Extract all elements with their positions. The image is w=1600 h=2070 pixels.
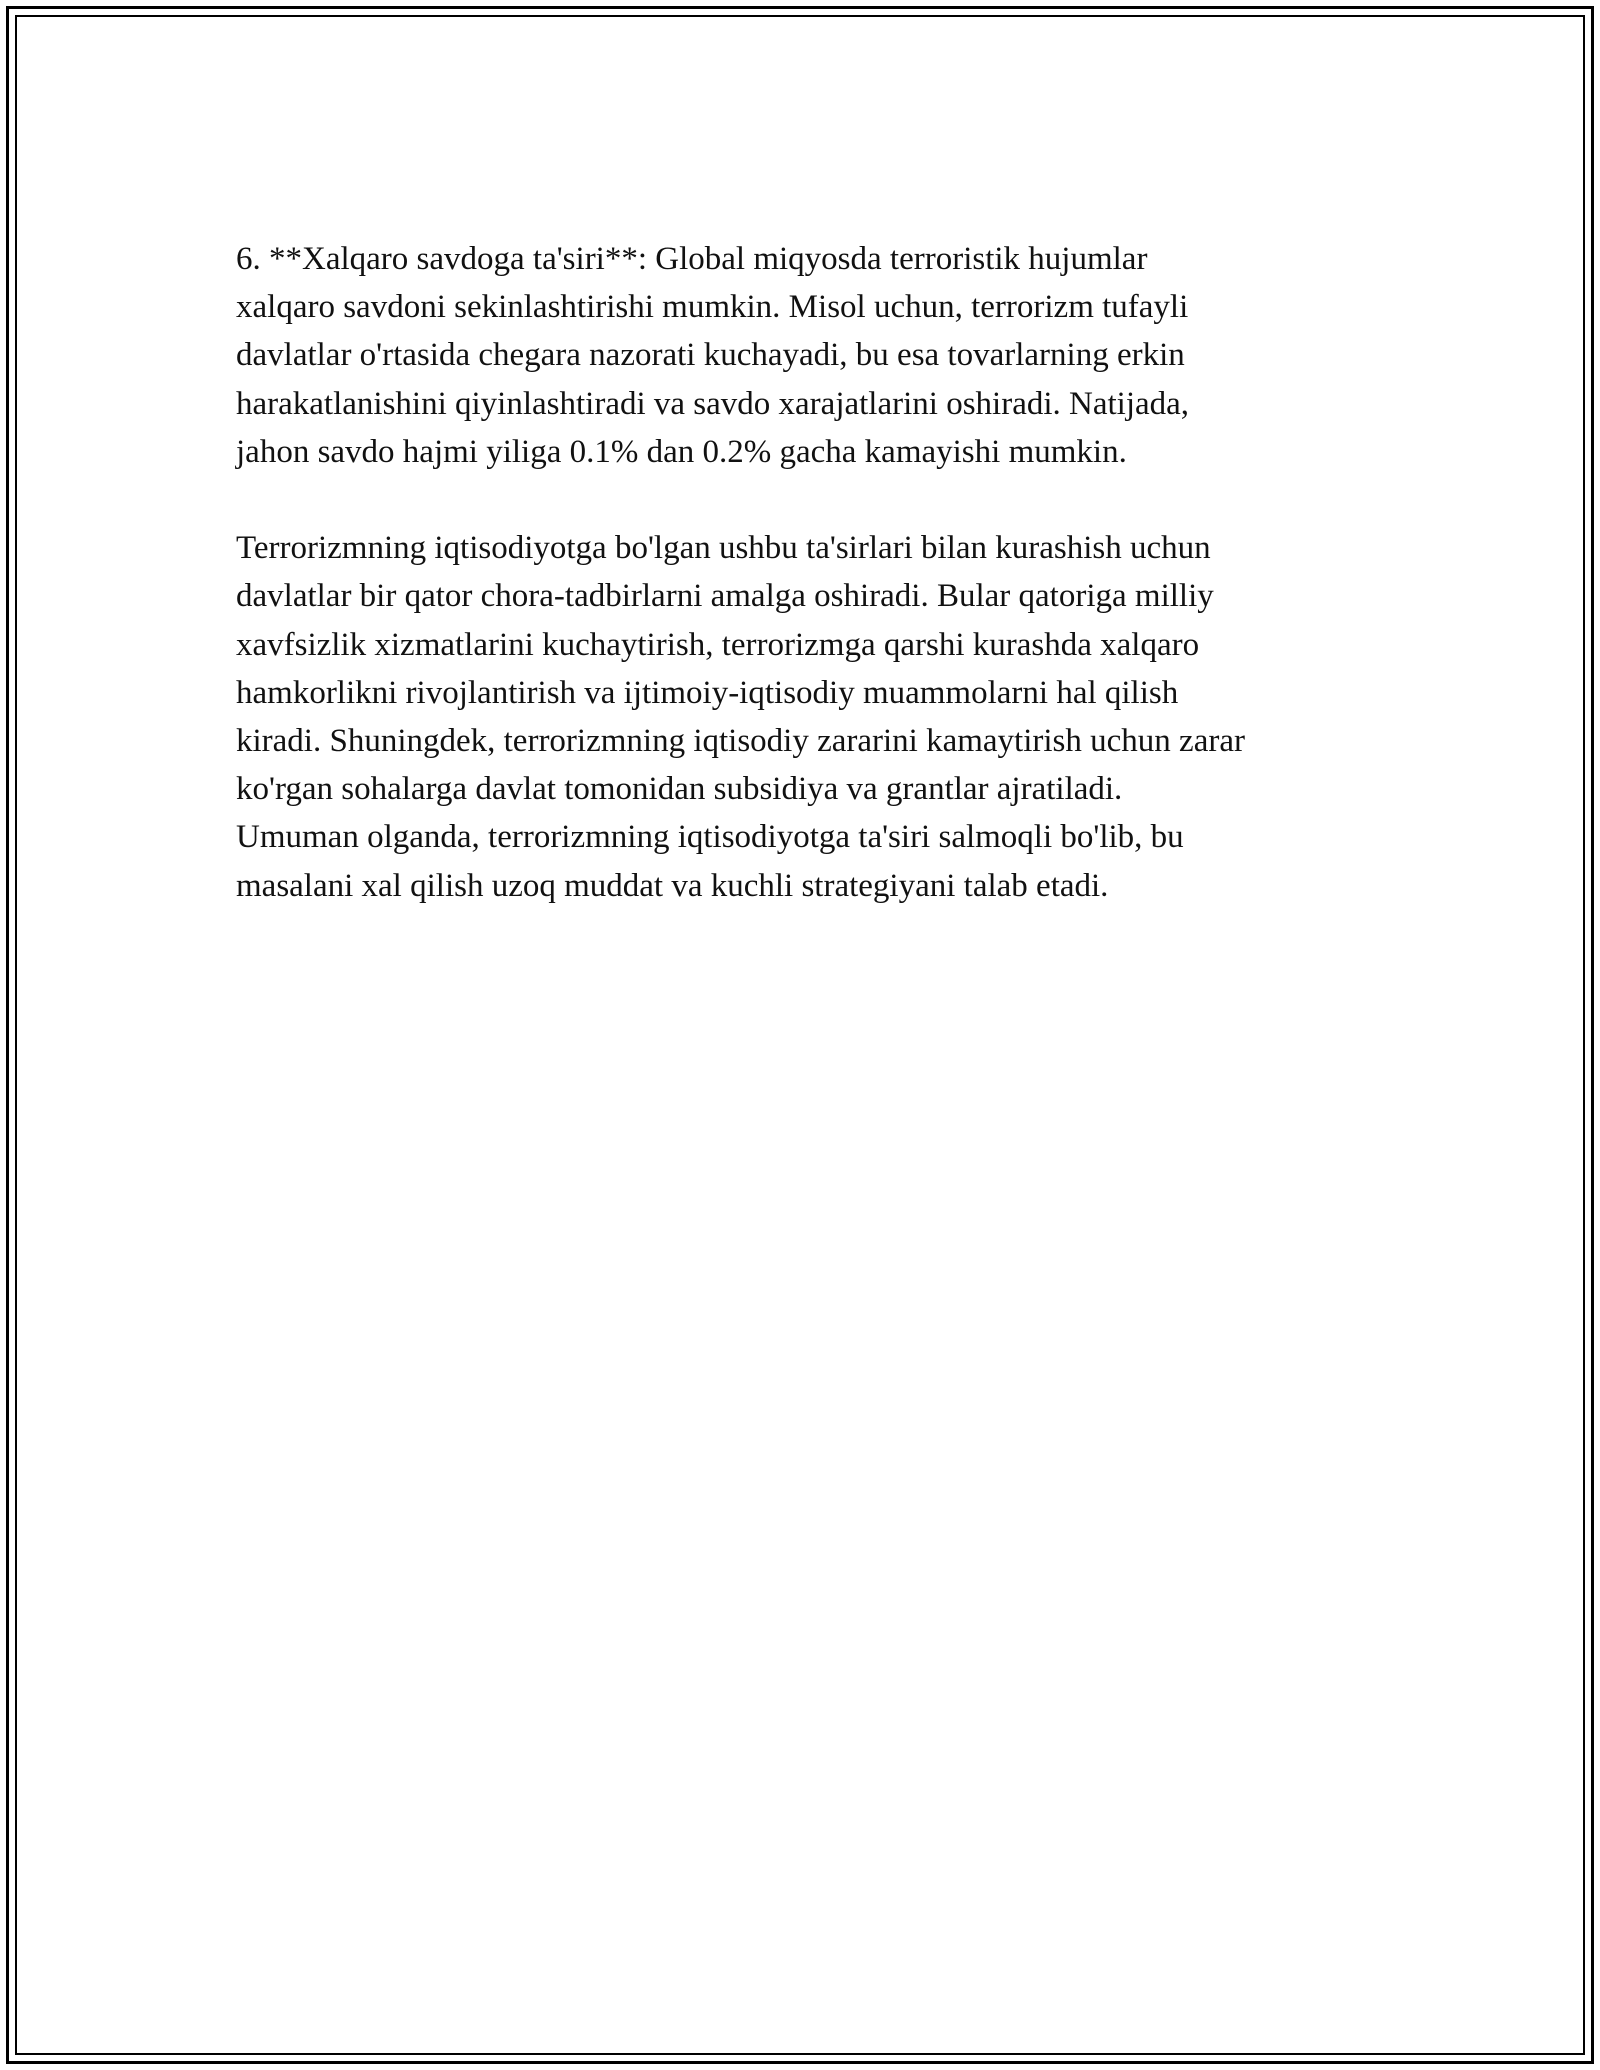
text-line: davlatlar o'rtasida chegara nazorati kuchayadi, bu esa tovarlarning erkin [236,337,1185,374]
paragraph-trade-impact [236,235,1366,476]
text-line: ko'rgan sohalarga davlat tomonidan subsidiya va grantlar ajratiladi. [236,771,1123,808]
text-line: hamkorlikni rivojlantirish va ijtimoiy-iqtisodiy muammolarni hal qilish [236,674,1179,711]
text-line: jahon savdo hajmi yiliga 0.1% dan 0.2% gacha kamayishi mumkin. [236,433,1127,470]
text-line: xavfsizlik xizmatlarini kuchaytirish, terrorizmga qarshi kurashda xalqaro [236,626,1200,663]
text-line: harakatlanishini qiyinlashtiradi va savdo xarajatlarini oshiradi. Natijada, [236,385,1190,422]
paragraph-countermeasures [236,524,1366,910]
text-line: xalqaro savdoni sekinlashtirishi mumkin. Misol uchun, terrorizm tufayli [236,289,1189,326]
text-line: Terrorizmning iqtisodiyotga bo'lgan ushbu ta'sirlari bilan kurashish uchun [236,530,1211,567]
text-line: davlatlar bir qator chora-tadbirlarni amalga oshiradi. Bular qatoriga milliy [236,578,1214,615]
text-line: masalani xal qilish uzoq muddat va kuchli strategiyani talab etadi. [236,867,1109,904]
text-line: Umuman olganda, terrorizmning iqtisodiyotga ta'siri salmoqli bo'lib, bu [236,819,1184,856]
text-line: 6. **Xalqaro savdoga ta'siri**: Global miqyosda terroristik hujumlar [236,241,1148,277]
text-line: kiradi. Shuningdek, terrorizmning iqtisodiy zararini kamaytirish uchun zarar [236,723,1245,760]
document-body [236,235,1366,910]
